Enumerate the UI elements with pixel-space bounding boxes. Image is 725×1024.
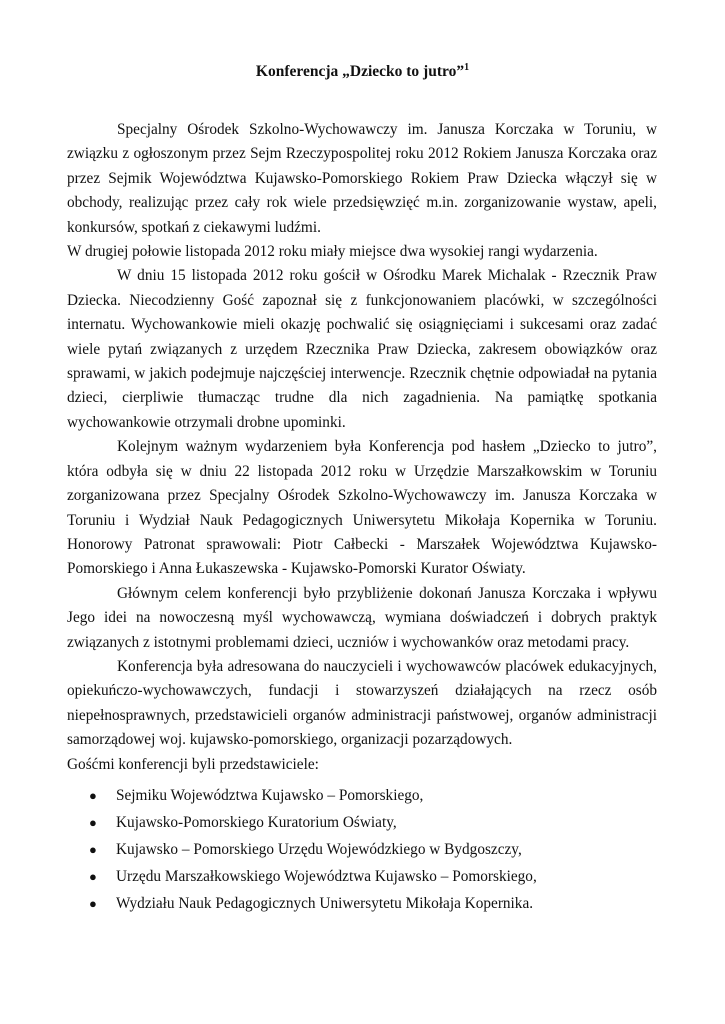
paragraph-events-summary: W drugiej połowie listopada 2012 roku miały miejsce dwa wysokiej rangi wydarzenia. xyxy=(67,243,598,261)
guests-list xyxy=(67,783,657,917)
guest-label: Wydziału Nauk Pedagogicznych Uniwersytetu Mikołaja Kopernika. xyxy=(116,894,534,912)
paragraph-conference-goal: Głównym celem konferencji było przybliżenie dokonań Janusza Korczaka i wpływu Jego idei na nowoczesną myśl wychowawczą, wymiana doświadczeń i dobrych praktyk związanych z istotnymi problemami dzieci, uczniów i wychowanków oraz metodami pracy. xyxy=(67,584,657,651)
page-title xyxy=(0,62,725,82)
list-item xyxy=(67,810,657,837)
paragraph-ombudsman-visit: W dniu 15 listopada 2012 roku gościł w Ośrodku Marek Michalak - Rzecznik Praw Dziecka. Niecodzienny Gość zapoznał się z funkcjonowaniem placówki, w szczególności internatu. Wychowankowie mieli okazję pochwalić się osiągnięciami i sukcesami oraz zadać wiele pytań związanych z urzędem Rzecznika Praw Dziecka, zakresem obowiązków oraz sprawami, w jakich podejmuje najczęściej interwencje. Rzecznik chętnie odpowiadał na pytania dzieci, cierpliwie tłumacząc trudne dla nich zagadnienia. Na pamiątkę spotkania wychowankowie otrzymali drobne upominki. xyxy=(67,267,657,431)
bullet-icon: ● xyxy=(89,814,97,830)
document-body xyxy=(67,118,657,917)
bullet-icon: ● xyxy=(89,841,97,857)
paragraph-audience: Konferencja była adresowana do nauczycieli i wychowawców placówek edukacyjnych, opiekuńczo-wychowawczych, fundacji i stowarzyszeń działających na rzecz osób niepełnosprawnych, przedstawicieli organów administracji państwowej, organów administracji samorządowej woj. kujawsko-pomorskiego, organizacji pozarządowych. xyxy=(67,657,657,749)
paragraph-guests-intro: Gośćmi konferencji byli przedstawiciele: xyxy=(67,755,319,773)
paragraph-intro: Specjalny Ośrodek Szkolno-Wychowawczy im. Janusza Korczaka w Toruniu, w związku z ogłoszonym przez Sejm Rzeczypospolitej roku 2012 Rokiem Janusza Korczaka oraz przez Sejmik Województwa Kujawsko-Pomorskiego Rokiem Praw Dziecka włączył się w obchody, realizując przez cały rok wiele przedsięwzięć m.in. zorganizowanie wystaw, apeli, konkursów, spotkań z ciekawymi ludźmi. xyxy=(67,121,657,236)
title-text: Konferencja „Dziecko to jutro” xyxy=(255,63,465,80)
bullet-icon: ● xyxy=(89,787,97,803)
list-item xyxy=(67,837,657,864)
guest-label: Kujawsko – Pomorskiego Urzędu Wojewódzkiego w Bydgoszczy, xyxy=(116,840,522,858)
list-item xyxy=(67,783,657,810)
guest-label: Sejmiku Województwa Kujawsko – Pomorskiego, xyxy=(116,786,424,804)
bullet-icon: ● xyxy=(89,868,97,884)
bullet-icon: ● xyxy=(89,895,97,911)
guest-label: Urzędu Marszałkowskiego Województwa Kujawsko – Pomorskiego, xyxy=(116,867,537,885)
list-item xyxy=(67,864,657,891)
paragraph-conference: Kolejnym ważnym wydarzeniem była Konferencja pod hasłem „Dziecko to jutro”, która odbyła się w dniu 22 listopada 2012 roku w Urzędzie Marszałkowskim w Toruniu zorganizowana przez Specjalny Ośrodek Szkolno-Wychowawczy im. Janusza Korczaka w Toruniu i Wydział Nauk Pedagogicznych Uniwersytetu Mikołaja Kopernika w Toruniu. Honorowy Patronat sprawowali: Piotr Całbecki - Marszałek Województwa Kujawsko-Pomorskiego i Anna Łukaszewska - Kujawsko-Pomorski Kurator Oświaty. xyxy=(67,438,657,578)
title-footnote-marker: 1 xyxy=(464,62,470,73)
list-item xyxy=(67,891,657,918)
guest-label: Kujawsko-Pomorskiego Kuratorium Oświaty, xyxy=(116,813,397,831)
